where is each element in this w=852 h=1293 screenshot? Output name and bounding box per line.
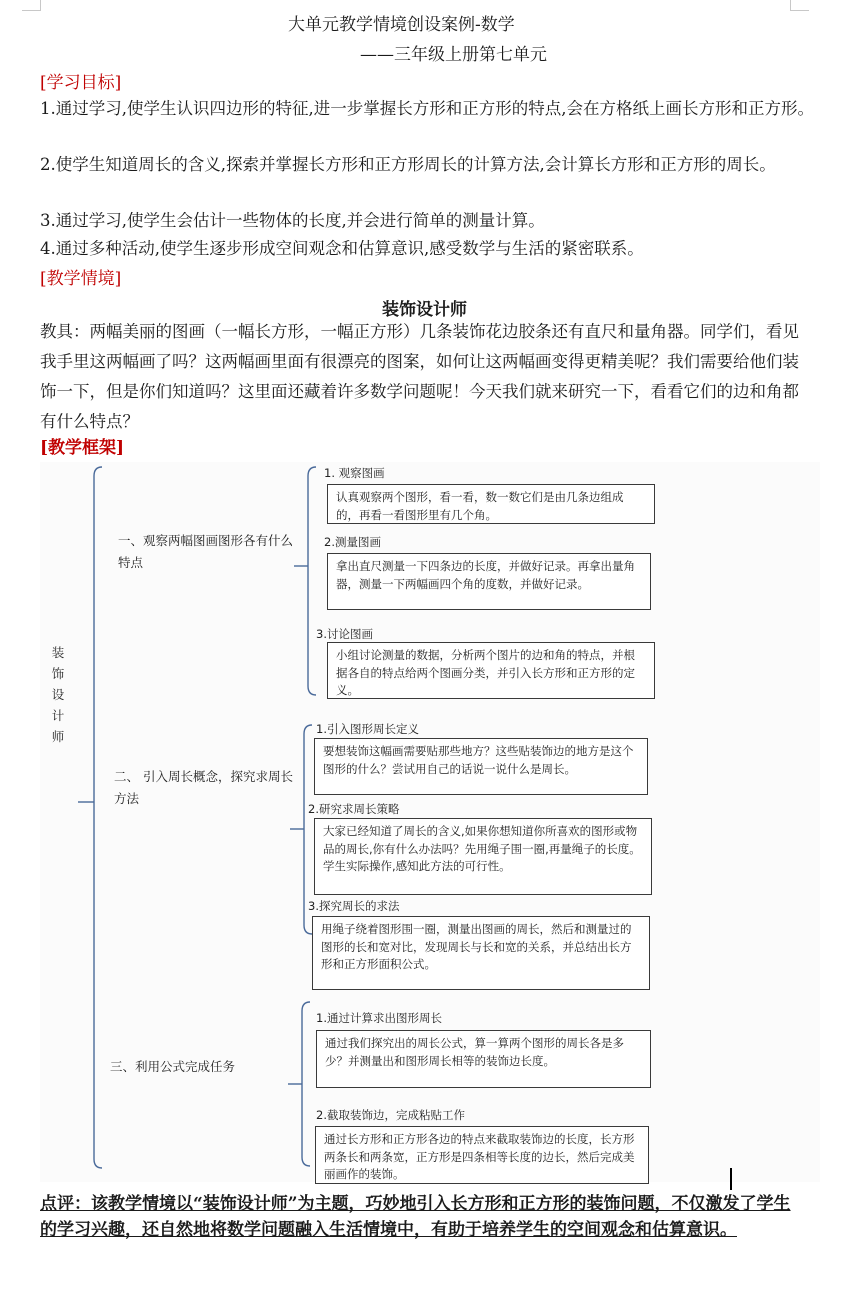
branch-1-step-1-title: 1. 观察图画 <box>324 466 385 480</box>
branch-1-step-2-box: 拿出直尺测量一下四条边的长度，并做好记录。再拿出量角器，测量一下两幅画四个角的度数，并做好记录。 <box>327 553 651 610</box>
branch-2-title: 二、 引入周长概念，探究求周长方法 <box>114 769 293 806</box>
branch-2-step-2-title: 2.研究求周长策略 <box>308 802 400 816</box>
review-comment: 点评：该教学情境以“装饰设计师”为主题，巧妙地引入长方形和正方形的装饰问题，不仅激发了学生的学习兴趣，还自然地将数学问题融入生活情境中，有助于培养学生的空间观念和估算意识。 <box>40 1194 791 1240</box>
branch-2-step-1-title: 1.引入图形周长定义 <box>316 722 419 736</box>
branch-1-title: 一、观察两幅图画图形各有什么特点 <box>118 533 294 570</box>
branch-1-step-1-box: 认真观察两个图形，看一看，数一数它们是由几条边组成的，再看一看图形里有几个角。 <box>327 484 655 524</box>
branch-3-step-1-title: 1.通过计算求出图形周长 <box>316 1011 442 1025</box>
document-title: 大单元教学情境创设案例-数学 <box>288 15 515 35</box>
branch-1-bracket <box>308 467 316 695</box>
framework-heading: [教学框架] <box>40 438 125 458</box>
page-corner-mark-left <box>22 0 41 11</box>
objectives-heading: [学习目标] <box>40 73 122 93</box>
branch-2-step-2-box: 大家已经知道了周长的含义,如果你想知道你所喜欢的图形或物品的周长,你有什么办法吗？先用绳子围一圈,再量绳子的长度。学生实际操作,感知此方法的可行性。 <box>314 818 652 895</box>
scenario-heading: [教学情境] <box>40 269 122 289</box>
branch-1-step-3-title: 3.讨论图画 <box>316 627 373 641</box>
objective-item-3: 3.通过学习,使学生会估计一些物体的长度,并会进行简单的测量计算。 <box>40 211 545 230</box>
page-corner-mark-right <box>790 0 809 11</box>
framework-root-label: 装饰设计师 <box>51 645 65 744</box>
branch-2-step-1-box: 要想装饰这幅画需要贴那些地方？这些贴装饰边的地方是这个图形的什么？尝试用自己的话说一说什么是周长。 <box>314 738 648 795</box>
branch-3-step-2-title: 2.截取装饰边，完成粘贴工作 <box>316 1108 465 1122</box>
teaching-framework-diagram <box>40 462 820 1182</box>
objective-item-1: 1.通过学习,使学生认识四边形的特征,进一步掌握长方形和正方形的特点,会在方格纸上画长方形和正方形。 <box>40 99 814 118</box>
root-bracket <box>94 467 102 1168</box>
branch-1-step-2-title: 2.测量图画 <box>324 535 381 549</box>
objective-item-4: 4.通过多种活动,使学生逐步形成空间观念和估算意识,感受数学与生活的紧密联系。 <box>40 239 644 258</box>
document-subtitle: ——三年级上册第七单元 <box>360 45 547 65</box>
scenario-text: 教具：两幅美丽的图画（一幅长方形，一幅正方形）几条装饰花边胶条还有直尺和量角器。同学们，看见我手里这两幅画了吗？这两幅画里面有很漂亮的图案，如何让这两幅画变得更精美呢？我们需要给他们装饰一下，但是你们知道吗？这里面还藏着许多数学问题呢！今天我们就来研究一下，看看它们的边和角都有什么特点？ <box>40 322 799 431</box>
branch-1-step-3-box: 小组讨论测量的数据，分析两个图片的边和角的特点，并根据各自的特点给两个图画分类，并引入长方形和正方形的定义。 <box>327 642 655 699</box>
branch-2-step-3-title: 3.探究周长的求法 <box>308 899 400 913</box>
branch-3-step-2-box: 通过长方形和正方形各边的特点来截取装饰边的长度，长方形两条长和两条宽，正方形是四条相等长度的边长，然后完成美丽画作的装饰。 <box>315 1126 649 1184</box>
branch-2-step-3-box: 用绳子绕着图形围一圈，测量出图画的周长，然后和测量过的图形的长和宽对比，发现周长与长和宽的关系，并总结出长方形和正方形面积公式。 <box>312 916 650 990</box>
branch-3-step-1-box: 通过我们探究出的周长公式，算一算两个图形的周长各是多少？并测量出和图形周长相等的装饰边长度。 <box>316 1030 651 1088</box>
branch-3-bracket <box>302 1002 310 1166</box>
scenario-title: 装饰设计师 <box>382 300 467 320</box>
objective-item-2: 2.使学生知道周长的含义,探索并掌握长方形和正方形周长的计算方法,会计算长方形和正方形的周长。 <box>40 155 776 174</box>
text-cursor <box>730 1168 732 1190</box>
branch-3-title: 三、利用公式完成任务 <box>110 1059 236 1074</box>
